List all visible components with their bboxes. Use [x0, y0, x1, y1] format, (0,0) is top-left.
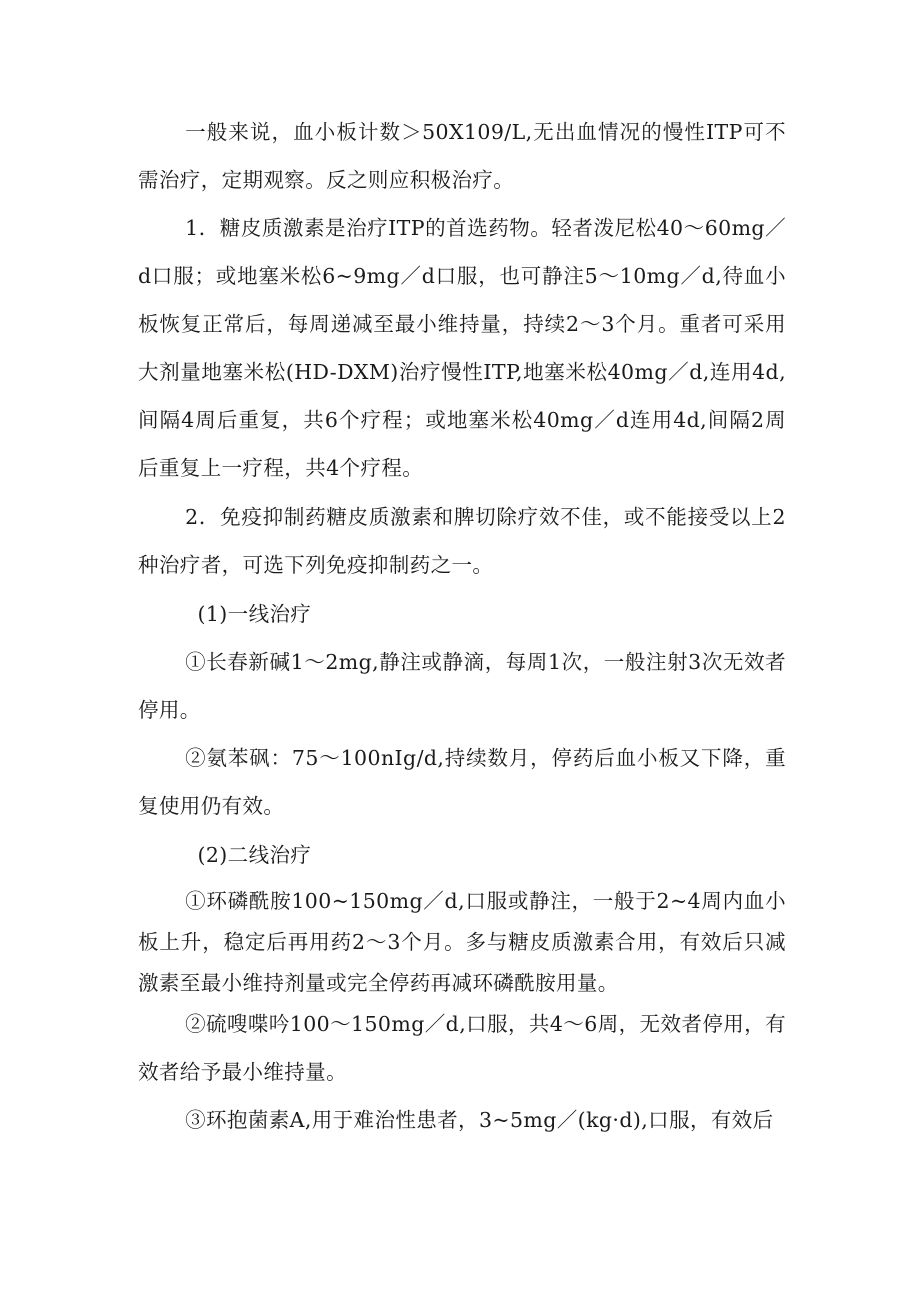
- heading-first-line-therapy: (1)一线治疗: [197, 602, 312, 626]
- paragraph-dapsone: ②氨苯砜：75～100nIg/d,持续数月，停药后血小板又下降，重复使用仍有效。: [138, 746, 786, 818]
- paragraph-glucocorticoid: 1．糖皮质激素是治疗ITP的首选药物。轻者泼尼松40～60mg／d口服；或地塞米松6~9mg／d口服，也可静注5～10mg／d,待血小板恢复正常后，每周递减至最小维持量，持续2～3个月。重者可采用大剂量地塞米松(HD-DXM)治疗慢性ITP,地塞米松40mg／d,连用4d,间隔4周后重复，共6个疗程；或地塞米松40mg／d连用4d,间隔2周后重复上一疗程，共4个疗程。: [138, 216, 786, 480]
- paragraph-cyclophosphamide: ①环磷酰胺100~150mg／d,口服或静注，一般于2~4周内血小板上升，稳定后再用药2～3个月。多与糖皮质激素合用，有效后只减激素至最小维持剂量或完全停药再减环磷酰胺用量。: [138, 889, 786, 995]
- heading-second-line-therapy: (2)二线治疗: [197, 843, 312, 867]
- paragraph-azathioprine: ②硫嗖喋吟100～150mg／d,口服，共4～6周，无效者停用，有效者给予最小维持量。: [138, 1012, 786, 1084]
- paragraph-immunosuppressant: 2．免疫抑制药糖皮质激素和脾切除疗效不佳，或不能接受以上2种治疗者，可选下列免疫抑制药之一。: [138, 505, 786, 577]
- paragraph-vincristine: ①长春新碱1～2mg,静注或静滴，每周1次，一般注射3次无效者停用。: [138, 650, 786, 722]
- paragraph-intro: 一般来说，血小板计数＞50X109/L,无出血情况的慢性ITP可不需治疗，定期观察。反之则应积极治疗。: [138, 120, 786, 192]
- paragraph-cyclosporine: ③环抱菌素A,用于难治性患者，3~5mg／(kg·d),口服，有效后: [185, 1108, 774, 1132]
